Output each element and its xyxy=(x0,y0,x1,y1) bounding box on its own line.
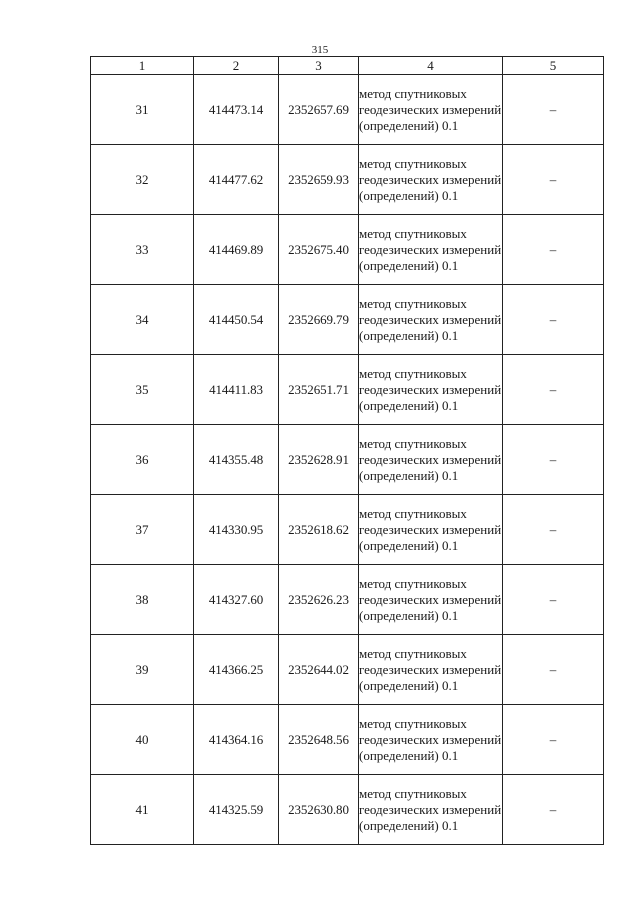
method-description: метод спутниковых геодезических измерений (определений) 0.1 xyxy=(359,775,503,845)
y-coordinate: 2352648.56 xyxy=(279,705,359,775)
note-cell: – xyxy=(503,355,604,425)
x-coordinate: 414411.83 xyxy=(194,355,279,425)
point-number: 33 xyxy=(91,215,194,285)
table-row xyxy=(91,425,604,495)
table-row xyxy=(91,75,604,145)
y-coordinate: 2352651.71 xyxy=(279,355,359,425)
table-header-row xyxy=(91,57,604,75)
x-coordinate: 414473.14 xyxy=(194,75,279,145)
x-coordinate: 414327.60 xyxy=(194,565,279,635)
note-cell: – xyxy=(503,425,604,495)
note-cell: – xyxy=(503,775,604,845)
note-cell: – xyxy=(503,285,604,355)
y-coordinate: 2352626.23 xyxy=(279,565,359,635)
column-header-5: 5 xyxy=(503,57,604,75)
coordinates-table xyxy=(90,56,604,845)
point-number: 37 xyxy=(91,495,194,565)
x-coordinate: 414469.89 xyxy=(194,215,279,285)
note-cell: – xyxy=(503,75,604,145)
point-number: 41 xyxy=(91,775,194,845)
note-cell: – xyxy=(503,635,604,705)
table-row xyxy=(91,355,604,425)
y-coordinate: 2352659.93 xyxy=(279,145,359,215)
table-row xyxy=(91,285,604,355)
table-row xyxy=(91,635,604,705)
table-row xyxy=(91,565,604,635)
note-cell: – xyxy=(503,215,604,285)
note-cell: – xyxy=(503,565,604,635)
point-number: 40 xyxy=(91,705,194,775)
table-row xyxy=(91,775,604,845)
point-number: 36 xyxy=(91,425,194,495)
table-row xyxy=(91,215,604,285)
column-header-4: 4 xyxy=(359,57,503,75)
table-row xyxy=(91,705,604,775)
method-description: метод спутниковых геодезических измерений (определений) 0.1 xyxy=(359,705,503,775)
x-coordinate: 414450.54 xyxy=(194,285,279,355)
page-number: 315 xyxy=(311,44,329,56)
column-header-1: 1 xyxy=(91,57,194,75)
method-description: метод спутниковых геодезических измерений (определений) 0.1 xyxy=(359,355,503,425)
point-number: 31 xyxy=(91,75,194,145)
method-description: метод спутниковых геодезических измерений (определений) 0.1 xyxy=(359,635,503,705)
method-description: метод спутниковых геодезических измерений (определений) 0.1 xyxy=(359,215,503,285)
y-coordinate: 2352628.91 xyxy=(279,425,359,495)
column-header-3: 3 xyxy=(279,57,359,75)
method-description: метод спутниковых геодезических измерений (определений) 0.1 xyxy=(359,75,503,145)
y-coordinate: 2352657.69 xyxy=(279,75,359,145)
table-row xyxy=(91,145,604,215)
y-coordinate: 2352675.40 xyxy=(279,215,359,285)
method-description: метод спутниковых геодезических измерений (определений) 0.1 xyxy=(359,565,503,635)
point-number: 34 xyxy=(91,285,194,355)
method-description: метод спутниковых геодезических измерений (определений) 0.1 xyxy=(359,425,503,495)
x-coordinate: 414477.62 xyxy=(194,145,279,215)
method-description: метод спутниковых геодезических измерений (определений) 0.1 xyxy=(359,495,503,565)
x-coordinate: 414355.48 xyxy=(194,425,279,495)
point-number: 39 xyxy=(91,635,194,705)
note-cell: – xyxy=(503,495,604,565)
x-coordinate: 414330.95 xyxy=(194,495,279,565)
note-cell: – xyxy=(503,145,604,215)
point-number: 38 xyxy=(91,565,194,635)
note-cell: – xyxy=(503,705,604,775)
point-number: 32 xyxy=(91,145,194,215)
table-row xyxy=(91,495,604,565)
x-coordinate: 414364.16 xyxy=(194,705,279,775)
method-description: метод спутниковых геодезических измерений (определений) 0.1 xyxy=(359,145,503,215)
x-coordinate: 414325.59 xyxy=(194,775,279,845)
x-coordinate: 414366.25 xyxy=(194,635,279,705)
y-coordinate: 2352644.02 xyxy=(279,635,359,705)
y-coordinate: 2352669.79 xyxy=(279,285,359,355)
y-coordinate: 2352618.62 xyxy=(279,495,359,565)
y-coordinate: 2352630.80 xyxy=(279,775,359,845)
method-description: метод спутниковых геодезических измерений (определений) 0.1 xyxy=(359,285,503,355)
point-number: 35 xyxy=(91,355,194,425)
column-header-2: 2 xyxy=(194,57,279,75)
